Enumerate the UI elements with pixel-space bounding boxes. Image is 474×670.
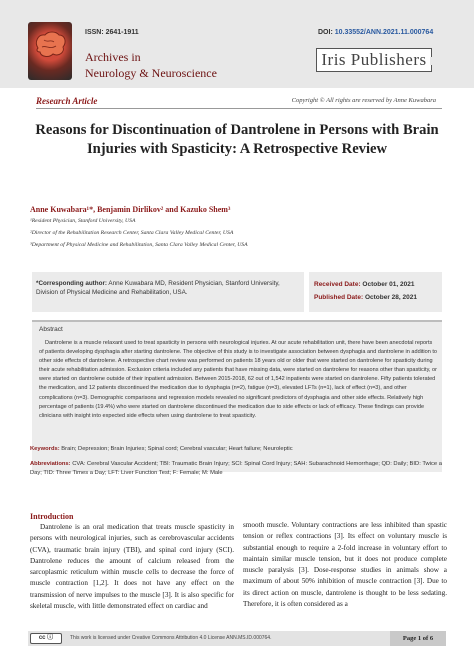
article-title: Reasons for Discontinuation of Dantrolene in Persons with Brain Injuries with Spasticity: A Retrospective Review	[35, 122, 439, 157]
affiliation-3: ³Department of Physical Medicine and Rehabilitation, Santa Clara Valley Medical Center, USA	[30, 242, 248, 248]
introduction-heading: Introduction	[30, 512, 74, 521]
keywords	[30, 446, 444, 452]
published-value: October 28, 2021	[364, 294, 417, 301]
correspondence-label: *Corresponding author:	[36, 280, 108, 287]
copyright: Copyright © All rights are reserved by Anne Kuwabara	[291, 97, 436, 104]
journal-title	[85, 49, 217, 81]
abbreviations-label: Abbreviations:	[30, 461, 71, 467]
issn: ISSN: 2641-1911	[85, 29, 139, 36]
published-date	[314, 294, 417, 301]
dates-box	[309, 272, 442, 312]
divider	[36, 108, 442, 109]
authors: Anne Kuwabara¹*, Benjamin Dirlikov² and Kazuko Shem³	[30, 205, 231, 214]
journal-title-line2: Neurology & Neuroscience	[85, 66, 217, 80]
abstract-top-bar	[32, 320, 442, 322]
affiliation-2: ²Director of the Rehabilitation Research Center, Santa Clara Valley Medical Center, USA	[30, 230, 234, 236]
publisher-logo: Iris Publishers	[316, 48, 432, 72]
keywords-text: Brain; Depression; Brain Injuries; Spinal cord; Cerebral vascular; Heart failure; Neuroleptic	[61, 446, 293, 452]
abstract-heading: Abstract	[39, 326, 63, 333]
license-citation: This work is licensed under Creative Commons Attribution 4.0 License ANN.MS.ID.000764.	[70, 635, 272, 641]
page-number: Page 1 of 6	[390, 631, 446, 646]
doi-link[interactable]: 10.33552/ANN.2021.11.000764	[334, 29, 434, 36]
journal-title-line1: Archives in	[85, 50, 141, 64]
brain-journal-logo	[28, 22, 72, 80]
published-label: Published Date:	[314, 294, 364, 301]
creative-commons-icon[interactable]: cc ⓘ	[30, 633, 62, 644]
correspondence	[36, 280, 300, 297]
received-date	[314, 281, 414, 288]
introduction-left-column	[30, 522, 234, 612]
affiliation-1: ¹Resident Physician, Stanford University, USA	[30, 218, 136, 224]
doi-label: DOI:	[318, 29, 333, 36]
received-value: October 01, 2021	[362, 281, 415, 288]
article-type: Research Article	[36, 96, 98, 106]
correspondence-text: Anne Kuwabara MD, Resident Physician, Stanford University, Division of Physical Medicine and Rehabilitation, USA.	[36, 280, 280, 296]
received-label: Received Date:	[314, 281, 361, 288]
introduction-right-column: smooth muscle. Voluntary contractions are less inhibited than spastic tension or reflex contractions [3]. Its effect on voluntary muscle is substantial enough to require a 2-fold increase in voluntary effort to maintain similar muscle tension, but it does not produce complete muscle paralysis [3]. Dose-response studies in animals show a maximum of about 50% inhibition of muscle contraction [3]. Due to its direct action on muscle, dantrolene is thought to be less sedating. Therefore, it is often considered as a	[243, 521, 447, 609]
doi[interactable]	[318, 29, 433, 36]
introduction-left-text: Dantrolene is an oral medication that treats muscle spasticity in persons with neurological injuries, such as cerebrovascular accidents (CVA), traumatic brain injury (TBI), and spinal cord injury (SCI). Dantrolene reduces the amount of calcium released from the sarcoplasmic reticulum within muscle cells to decrease the force of muscle contraction [1,2]. It does not have any effect on the transmission of nerve impulses to the muscle [3]. It is also specific for skeletal muscle, with little demonstrated effect on cardiac and	[30, 523, 234, 611]
abbreviations	[30, 460, 444, 478]
keywords-label: Keywords:	[30, 446, 60, 452]
abstract-text: Dantrolene is a muscle relaxant used to treat spasticity in persons with neurological injuries. At our acute rehabilitation unit, there have been anecdotal reports of patients developing dysphagia after starting dantrolene. The objective of this study is to investigate association between dysphagia and dantrolene in addition to other side effects of dantrolene. A retrospective chart review was performed on patients 18 years old or older that were started on dantrolene for spasticity during their acute rehabilitation admission. Exclusion criteria included any patients that have missing data, were started on dantrolene for reasons other than spasticity, or were started on dantrolene outside of their inpatient admission. Between 2015-2018, 62 out of 1,542 inpatients were started on dantrolene. Fifty patients tolerated the medication, and 12 patients discontinued the medication due to dysphagia (n=2), fatigue (n=3), elevated LFTs (n=1), lack of effect (n=3), and other complications (n=3). Demographic comparisons and regression models revealed no significant predictors of dysphagia and other side effects. Relatively high percentage of patients (19.4%) who were started on dantrolene discontinued the medication due to side effects or lack of efficacy. These findings can provide clinicians with insight into expected side effects when using dantrolene to treat spasticity.	[39, 340, 437, 419]
abbreviations-text: CVA: Cerebral Vascular Accident; TBI: Traumatic Brain Injury; SCI: Spinal Cord Injury; SAH: Subarachnoid Hemorrhage; QD: Daily; BID: Twice a Day; TID: Three Times a Day; LFT: Liver Function Test; F: Female; M: Male	[30, 461, 442, 476]
